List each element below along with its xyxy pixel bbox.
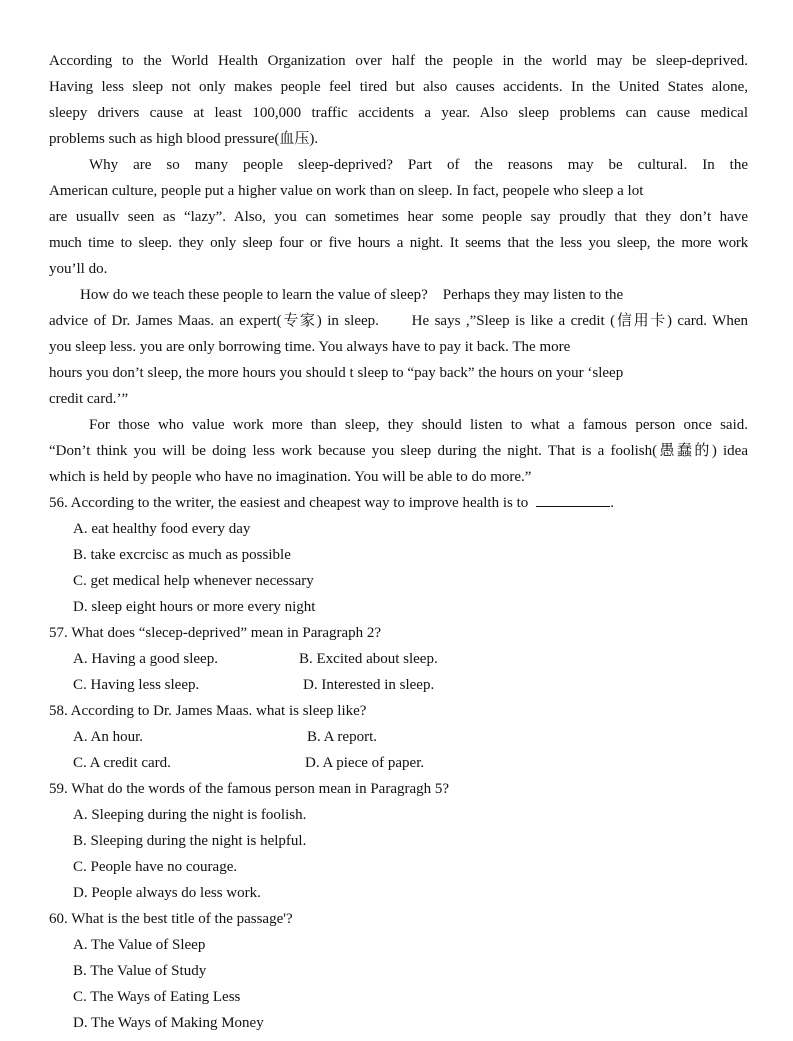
paragraph-line: Why are so many people sleep-deprived? Part of the reasons may be cultural. In the [89, 157, 748, 173]
option-d[interactable]: D. Interested in sleep. [303, 677, 435, 693]
option-b[interactable]: B. Sleeping during the night is helpful. [73, 833, 307, 849]
option-row [49, 672, 748, 698]
option-c[interactable]: C. A credit card. [73, 755, 171, 771]
option-b[interactable]: B. Excited about sleep. [299, 651, 438, 667]
paragraph-line: For those who value work more than sleep, they should listen to what a famous person once said. [89, 417, 748, 433]
paragraph-line: you’ll do. [49, 261, 108, 277]
question-stem: 57. What does “slecep-deprived” mean in Paragraph 2? [49, 625, 382, 641]
option-a[interactable]: A. eat healthy food every day [73, 521, 251, 537]
option-d[interactable]: D. The Ways of Making Money [73, 1015, 264, 1031]
option-d[interactable]: D. sleep eight hours or more every night [73, 599, 316, 615]
option-row [49, 646, 748, 672]
question-stem: 59. What do the words of the famous person mean in Paragragh 5? [49, 781, 450, 797]
paragraph-line: sleepy drivers cause at least 100,000 traffic accidents a year. Also sleep problems can cause medical [49, 105, 748, 121]
answer-blank [536, 490, 610, 507]
option-a[interactable]: A. Having a good sleep. [73, 651, 218, 667]
paragraph-2 [49, 152, 748, 282]
paragraph-line: you sleep less. you are only borrowing time. You always have to pay it back. The more [49, 339, 571, 355]
paragraph-line: are usuallv seen as “lazy”. Also, you can sometimes hear some people say proudly that they don’t have [49, 209, 748, 225]
paragraph-line: much time to sleep. they only sleep four or five hours a night. It seems that the less you sleep, the more work [49, 235, 748, 251]
question-stem: 58. According to Dr. James Maas. what is sleep like? [49, 703, 367, 719]
paragraph-line: advice of Dr. James Maas. an expert(专家) in sleep. He says ,”Sleep is like a credit (信用卡) card. When [49, 313, 748, 329]
paragraph-4 [49, 412, 748, 490]
option-b[interactable]: B. A report. [307, 729, 377, 745]
paragraph-line: hours you don’t sleep, the more hours you should t sleep to “pay back” the hours on your ‘sleep [49, 365, 624, 381]
paragraph-3 [49, 282, 748, 412]
option-a[interactable]: A. Sleeping during the night is foolish. [73, 807, 307, 823]
paragraph-line: How do we teach these people to learn the value of sleep? Perhaps they may listen to the [80, 287, 624, 303]
paragraph-line: American culture, people put a higher value on work than on sleep. In fact, peopele who sleep a lot [49, 183, 644, 199]
paragraph-line: “Don’t think you will be doing less work because you sleep during the night. That is a foolish(愚蠢的) idea [49, 443, 748, 459]
question-58 [49, 698, 748, 776]
question-stem-end: . [610, 495, 615, 511]
paragraph-line: problems such as high blood pressure(血压). [49, 131, 319, 147]
paragraph-line: Having less sleep not only makes people feel tired but also causes accidents. In the United States alone, [49, 79, 748, 95]
option-d[interactable]: D. A piece of paper. [305, 755, 425, 771]
document-page [49, 48, 748, 1036]
option-b[interactable]: B. take excrcisc as much as possible [73, 547, 291, 563]
option-c[interactable]: C. get medical help whenever necessary [73, 573, 314, 589]
question-stem: 60. What is the best title of the passage'? [49, 911, 293, 927]
option-c[interactable]: C. People have no courage. [73, 859, 238, 875]
paragraph-line: According to the World Health Organization over half the people in the world may be sleep-deprived. [49, 53, 748, 69]
option-row [49, 724, 748, 750]
paragraph-line: which is held by people who have no imagination. You will be able to do more.” [49, 469, 532, 485]
question-60 [49, 906, 748, 1036]
paragraph-line: credit card.’” [49, 391, 129, 407]
option-a[interactable]: A. An hour. [73, 729, 144, 745]
option-a[interactable]: A. The Value of Sleep [73, 937, 206, 953]
question-59 [49, 776, 748, 906]
option-c[interactable]: C. Having less sleep. [73, 677, 200, 693]
option-row [49, 750, 748, 776]
paragraph-1 [49, 48, 748, 152]
question-stem-text: 56. According to the writer, the easiest and cheapest way to improve health is to [49, 495, 529, 511]
option-c[interactable]: C. The Ways of Eating Less [73, 989, 241, 1005]
question-stem [49, 490, 748, 516]
question-57 [49, 620, 748, 698]
option-b[interactable]: B. The Value of Study [73, 963, 207, 979]
question-56 [49, 490, 748, 620]
option-d[interactable]: D. People always do less work. [73, 885, 261, 901]
